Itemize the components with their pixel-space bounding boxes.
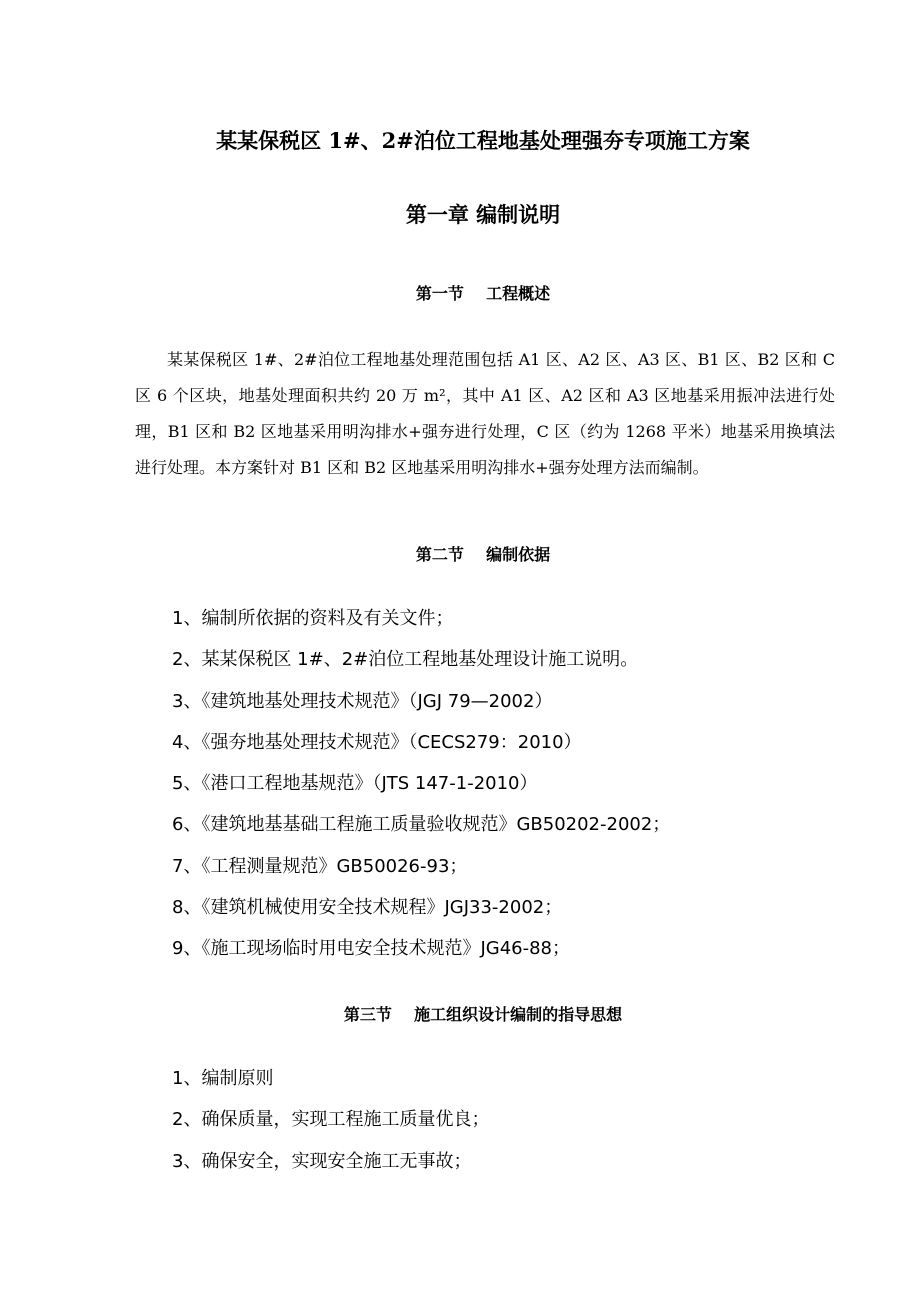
list-item: 1、编制原则: [172, 1068, 274, 1089]
overview-paragraph: 某某保税区 1#、2#泊位工程地基处理范围包括 A1 区、A2 区、A3 区、B1 区、B2 区和 C 区 6 个区块，地基处理面积共约 20 万 m²，其中 A1 区、A2 区和 A3 区地基采用振冲法进行处理，B1 区和 B2 区地基采用明沟排水+强夯进行处理，C 区（约为 1268 平米）地基采用换填法进行处理。本方案针对 B1 区和 B2 区地基采用明沟排水+强夯处理方法而编制。: [135, 350, 835, 477]
list-item: 6、《建筑地基基础工程施工质量验收规范》GB50202-2002；: [172, 814, 671, 836]
basis-list: [172, 598, 670, 970]
list-item: 8、《建筑机械使用安全技术规程》JGJ33-2002；: [172, 897, 563, 919]
list-item: 9、《施工现场临时用电安全技术规范》JG46-88；: [172, 938, 571, 960]
document-title: 某某保税区 1#、2#泊位工程地基处理强夯专项施工方案: [216, 128, 750, 153]
list-item: 3、《建筑地基处理技术规范》（JGJ 79—2002）: [172, 690, 553, 712]
list-item: 1、编制所依据的资料及有关文件；: [172, 608, 454, 629]
list-item: 2、某某保税区 1#、2#泊位工程地基处理设计施工说明。: [172, 649, 639, 671]
principles-list: [172, 1058, 489, 1182]
chapter-heading: 第一章 编制说明: [405, 202, 561, 227]
list-item: 3、确保安全，实现安全施工无事故；: [172, 1150, 472, 1172]
section-heading-overview: 第一节 工程概述: [415, 284, 551, 303]
section-heading-basis: 第二节 编制依据: [415, 545, 551, 564]
section-heading-guiding-ideas: 第三节 施工组织设计编制的指导思想: [343, 1005, 623, 1024]
list-item: 5、《港口工程地基规范》（JTS 147-1-2010）: [172, 773, 538, 795]
list-item: 7、《工程测量规范》GB50026-93；: [172, 855, 468, 877]
list-item: 2、确保质量，实现工程施工质量优良；: [172, 1109, 490, 1131]
list-item: 4、《强夯地基处理技术规范》（CECS279：2010）: [172, 731, 582, 753]
